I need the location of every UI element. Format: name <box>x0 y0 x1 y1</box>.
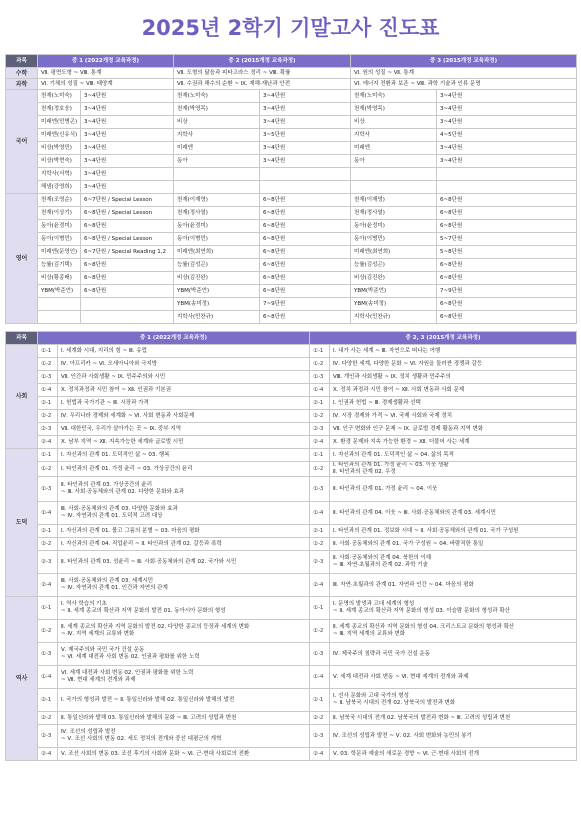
english-cell: 미래엔(문영인) <box>38 246 81 259</box>
header-grade1: 중 1 (2022개정 교육과정) <box>38 55 174 68</box>
english-row <box>6 285 577 298</box>
english-cell: 천재(정사열) <box>174 207 260 220</box>
social-row <box>6 358 577 371</box>
history-unit-range: Ⅱ. 세계 종교의 확산과 지역 문화의 형성 04. 크리스트교 문화의 형성과 확산 ~ Ⅲ. 지역 세계의 교류와 변화 <box>330 620 577 643</box>
header2-grade1: 중 1 (2022개정 교육과정) <box>38 332 310 345</box>
social-unit-range: Ⅰ. 내가 사는 세계 ~ Ⅲ. 자연으로 떠나는 여행 <box>330 345 577 358</box>
history-unit-code: ①-2 <box>310 620 330 643</box>
english-cell: 6~8단원 <box>260 194 351 207</box>
history-row <box>6 712 577 725</box>
subject-history: 역사 <box>6 597 38 761</box>
english-cell: 6~8단원 <box>437 220 577 233</box>
math-g1: Ⅶ. 평면도형 ~ Ⅷ. 통계 <box>38 68 174 79</box>
ethics-unit-code: ①-1 <box>310 449 330 462</box>
korean-cell: 3~4단원 <box>437 155 577 168</box>
social-unit-range: Ⅶ. 인간과 사회생활 ~ Ⅸ. 민주주의와 시민 <box>58 371 310 384</box>
korean-row <box>6 129 577 142</box>
ethics-unit-range: Ⅰ. 자신과의 관계 01. 볼고 그름의 분별 ~ 03. 마음의 평화 <box>58 525 310 538</box>
english-cell: 천재(정사열) <box>351 207 437 220</box>
english-cell <box>38 311 81 324</box>
ethics-unit-code: ②-1 <box>38 525 58 538</box>
social-unit-code: ②-3 <box>38 423 58 436</box>
english-cell: 능률(김성곤) <box>174 259 260 272</box>
table2-header <box>6 332 577 345</box>
korean-cell: 천재(박영목) <box>351 103 437 116</box>
ethics-unit-range: Ⅲ. 사회·공동체와의 관계 03. 세계시민 ~ Ⅳ. 자연과의 관계 01. 인간과 자연의 관계 <box>58 574 310 597</box>
subject-ethics: 도덕 <box>6 449 38 597</box>
schedule-table-2 <box>5 331 577 761</box>
history-unit-code: ①-3 <box>310 643 330 666</box>
social-unit-code: ①-1 <box>310 345 330 358</box>
ethics-unit-range: Ⅱ. 타인과의 관계 03. 가상공간의 윤리 ~ Ⅲ. 사회·공동체와의 관계 02. 다양한 문화와 효과 <box>58 477 310 502</box>
korean-cell: 비상(박현숙) <box>38 155 81 168</box>
korean-row <box>6 142 577 155</box>
english-cell: 천재(조영순) <box>38 194 81 207</box>
korean-cell: 3~4단원 <box>260 90 351 103</box>
korean-cell: 3~4단원 <box>437 116 577 129</box>
english-cell: 6~8단원 <box>260 272 351 285</box>
social-unit-range: Ⅳ. 우리나라 경제와 세계화 ~ Ⅵ. 사회 변동과 사회문제 <box>58 410 310 423</box>
korean-cell: 4~5단원 <box>437 129 577 142</box>
english-cell: 비상(황종배) <box>38 272 81 285</box>
subject-math: 수학 <box>6 68 38 79</box>
math-g3: Ⅵ. 원의 성질 ~ Ⅶ. 통계 <box>351 68 577 79</box>
history-unit-range: Ⅰ. 국가의 형성과 발전 ~ Ⅱ. 통일신라와 발해 02. 통일신라와 발해의 발전 <box>58 689 310 712</box>
header-subject: 과목 <box>6 55 38 68</box>
ethics-section <box>6 449 577 597</box>
korean-cell: 3~4단원 <box>81 155 174 168</box>
history-unit-range: Ⅴ. 03. 학문과 예술의 새로운 경향 ~ Ⅵ. 근·현대 사회의 전개 <box>330 748 577 761</box>
korean-cell <box>260 168 351 181</box>
korean-cell: 천재(박영목) <box>174 103 260 116</box>
history-unit-code: ①-4 <box>38 666 58 689</box>
ethics-unit-range: Ⅱ. 타인과의 관계 01. 가정 윤리 ~ 04. 이웃 <box>330 477 577 502</box>
ethics-unit-code: ①-4 <box>310 502 330 525</box>
social-unit-range: Ⅷ. 개인과 사회생활 ~ Ⅸ. 정치 생활과 민주주의 <box>330 371 577 384</box>
social-unit-range: Ⅰ. 인권과 헌법 ~ Ⅲ. 경제생활과 선택 <box>330 397 577 410</box>
english-cell: 6~8단원 / Special Lesson <box>81 207 174 220</box>
english-cell: 천재(이재영) <box>351 194 437 207</box>
english-cell: 6~8단원 <box>81 272 174 285</box>
english-cell <box>81 311 174 324</box>
ethics-unit-range: Ⅰ. 자신과의 관계 01. 도덕적인 삶 ~ 03. 행복 <box>58 449 310 462</box>
english-cell: 6~7단원 / Special Lesson <box>81 194 174 207</box>
english-cell: 동아(윤정미) <box>38 220 81 233</box>
ethics-unit-range: Ⅰ. 타인과의 관계 01. 정보화 시대 ~ Ⅱ. 사회·공동체와의 관계 01. 국가 구성원 <box>330 525 577 538</box>
history-unit-code: ①-1 <box>38 597 58 620</box>
social-unit-code: ①-2 <box>310 358 330 371</box>
ethics-unit-code: ①-4 <box>38 502 58 525</box>
history-unit-range: Ⅵ. 세계 대전과 사회 변동 02. 인권과 평화를 위한 노력 ~ Ⅶ. 현대 세계의 전개와 과제 <box>58 666 310 689</box>
english-cell: 미래엔(최연희) <box>174 246 260 259</box>
english-cell: 6~8단원 / Special Lesson <box>81 233 174 246</box>
social-unit-code: ①-1 <box>38 345 58 358</box>
ethics-unit-code: ②-1 <box>310 525 330 538</box>
social-row <box>6 371 577 384</box>
social-unit-code: ①-3 <box>38 371 58 384</box>
korean-cell <box>437 181 577 194</box>
english-cell: 6~8단원 <box>81 285 174 298</box>
ethics-unit-code: ①-2 <box>310 462 330 477</box>
english-cell: YBM(송미정) <box>174 298 260 311</box>
social-row <box>6 410 577 423</box>
english-cell: 동아(이병민) <box>38 233 81 246</box>
english-cell: YBM(박준언) <box>351 285 437 298</box>
english-cell: 6~8단원 <box>260 285 351 298</box>
korean-cell: 3~4단원 <box>437 90 577 103</box>
english-row <box>6 298 577 311</box>
ethics-unit-range: Ⅰ. 자신과의 관계 04. 직업윤리 ~ Ⅱ. 타인과의 관계 02. 갈등과 폭력 <box>58 538 310 551</box>
social-row <box>6 436 577 449</box>
ethics-unit-code: ②-2 <box>38 538 58 551</box>
social-unit-range: Ⅰ. 헌법과 국가기관 ~ Ⅲ. 시장과 가격 <box>58 397 310 410</box>
social-unit-code: ①-4 <box>310 384 330 397</box>
subject-science: 과학 <box>6 79 38 90</box>
korean-cell: 3~4단원 <box>81 103 174 116</box>
history-unit-code: ①-1 <box>310 597 330 620</box>
korean-cell: 3~4단원 <box>260 116 351 129</box>
english-cell: 동아(윤정미) <box>174 220 260 233</box>
korean-cell: 천재(노미숙) <box>174 90 260 103</box>
history-unit-code: ①-3 <box>38 643 58 666</box>
english-cell: 6~7단원 / Special Reading 1,2 <box>81 246 174 259</box>
english-cell: 동아(윤정미) <box>351 220 437 233</box>
english-cell: 동아(이병민) <box>351 233 437 246</box>
ethics-unit-range: Ⅱ. 타인과의 관계 04. 이웃 ~ Ⅲ. 사회·공동체와의 관계 03. 세계시민 <box>330 502 577 525</box>
ethics-unit-code: ①-2 <box>38 462 58 477</box>
history-unit-range: Ⅱ. 통일신라와 발해 03. 통일신라와 발해의 문화 ~ Ⅲ. 고려의 성립과 변천 <box>58 712 310 725</box>
social-unit-range: Ⅹ. 남부 지역 ~ Ⅻ. 지속가능한 세계와 글로벌 시민 <box>58 436 310 449</box>
history-unit-range: Ⅱ. 남북국 시대의 전개 02. 남북국의 발전과 변화 ~ Ⅲ. 고려의 성립과 변천 <box>330 712 577 725</box>
ethics-row <box>6 462 577 477</box>
page <box>5 0 576 761</box>
english-cell: 6~8단원 <box>437 207 577 220</box>
english-row <box>6 311 577 324</box>
history-unit-code: ②-4 <box>38 748 58 761</box>
ethics-unit-range: Ⅱ. 타인과의 관계 03. 성윤리 ~ Ⅲ. 사회·공동체와의 관계 02. 국가와 시민 <box>58 551 310 574</box>
korean-cell: 동아 <box>174 155 260 168</box>
history-row <box>6 620 577 643</box>
history-unit-range: Ⅰ. 역사 학습의 기초 ~ Ⅱ. 세계 종교의 확산과 지역 문화의 발전 01. 동아시아 문화의 형성 <box>58 597 310 620</box>
history-row <box>6 666 577 689</box>
social-unit-range: Ⅶ. 인구 변화와 인구 문제 ~ Ⅸ. 글로벌 경제 활동과 지역 변화 <box>330 423 577 436</box>
history-row <box>6 689 577 712</box>
social-section <box>6 345 577 449</box>
history-unit-code: ②-4 <box>310 748 330 761</box>
history-unit-code: ②-2 <box>310 712 330 725</box>
korean-cell: 지학사(서혁) <box>38 168 81 181</box>
english-cell: YBM(박준언) <box>174 285 260 298</box>
history-unit-range: Ⅴ. 제국주의와 국민 국가 건설 운동 ~ Ⅵ. 세계 대전과 사회 변동 02. 인권과 평화를 위한 노력 <box>58 643 310 666</box>
ethics-unit-code: ②-4 <box>310 574 330 597</box>
social-unit-code: ①-4 <box>38 384 58 397</box>
korean-cell: 동아 <box>351 155 437 168</box>
subject-social: 사회 <box>6 345 38 449</box>
english-row <box>6 246 577 259</box>
ethics-unit-range: Ⅰ. 타인과의 관계 01. 가정 윤리 ~ 03. 이웃 생활 Ⅱ. 타인과의 관계 02. 우정 <box>330 462 577 477</box>
history-unit-range: Ⅴ. 세계 대전과 사회 변동 ~ Ⅵ. 현대 세계의 전개와 과제 <box>330 666 577 689</box>
english-cell: 6~8단원 <box>437 311 577 324</box>
history-row <box>6 748 577 761</box>
english-cell: 6~8단원 <box>437 272 577 285</box>
page-title: 2025년 2학기 기말고사 진도표 <box>141 16 440 40</box>
ethics-unit-code: ②-3 <box>310 551 330 574</box>
korean-cell: 비상(박영민) <box>38 142 81 155</box>
social-row <box>6 423 577 436</box>
ethics-unit-range: Ⅱ. 사회·공동체와의 관계 04. 북한의 이해 ~ Ⅲ. 자연·초월과의 관계 02. 과학 기술 <box>330 551 577 574</box>
history-section <box>6 597 577 761</box>
row-math <box>6 68 577 79</box>
english-cell: 6~8단원 <box>81 220 174 233</box>
ethics-row <box>6 525 577 538</box>
subject-english: 영어 <box>6 194 38 324</box>
korean-cell: 3~4단원 <box>260 155 351 168</box>
english-cell: YBM(송미정) <box>351 298 437 311</box>
english-cell: 7~9단원 <box>437 285 577 298</box>
korean-cell: 3~4단원 <box>81 129 174 142</box>
history-unit-code: ②-3 <box>38 725 58 748</box>
english-cell: 7~9단원 <box>260 298 351 311</box>
english-cell: 6~8단원 <box>437 298 577 311</box>
social-unit-range: Ⅳ. 다양한 세계, 다양한 문화 ~ Ⅵ. 자원을 둘러싼 경쟁과 갈등 <box>330 358 577 371</box>
subject-korean: 국어 <box>6 90 38 194</box>
ethics-unit-range: Ⅰ. 자신과의 관계 01. 도덕적인 삶 ~ 04. 삶의 목적 <box>330 449 577 462</box>
header2-grade23: 중 2, 3 (2015개정 교육과정) <box>310 332 577 345</box>
history-unit-range: Ⅳ. 조선의 성립과 발전 ~ Ⅴ. 조선 사회의 변동 02. 세도 정치의 전개와 중선 대평군의 개혁 <box>58 725 310 748</box>
header-grade3: 중 3 (2015개정 교육과정) <box>351 55 577 68</box>
history-unit-code: ②-1 <box>38 689 58 712</box>
korean-cell: 지학사 <box>351 129 437 142</box>
english-cell: 천재(이재영) <box>174 194 260 207</box>
korean-cell: 지학사 <box>174 129 260 142</box>
ethics-unit-code: ②-4 <box>38 574 58 597</box>
sci-g1: Ⅵ. 기체의 성질 ~ Ⅷ. 태양계 <box>38 79 174 90</box>
social-row <box>6 345 577 358</box>
spacer <box>5 324 576 331</box>
social-unit-range: Ⅳ. 시장 경제와 가격 ~ Ⅵ. 국제 사회와 국제 정치 <box>330 410 577 423</box>
korean-cell: 미래엔 <box>174 142 260 155</box>
ethics-row <box>6 477 577 502</box>
english-cell: 천재(이상기) <box>38 207 81 220</box>
korean-cell: 미래엔(민병곤) <box>38 116 81 129</box>
social-unit-range: Ⅰ. 세계화 시대, 지리의 힘 ~ Ⅲ. 유럽 <box>58 345 310 358</box>
social-unit-code: ①-2 <box>38 358 58 371</box>
korean-cell: 3~4단원 <box>81 116 174 129</box>
english-cell: 6~8단원 <box>260 246 351 259</box>
english-cell: 지학사(민찬규) <box>351 311 437 324</box>
korean-cell: 3~4단원 <box>81 168 174 181</box>
ethics-unit-code: ②-2 <box>310 538 330 551</box>
social-unit-code: ②-2 <box>38 410 58 423</box>
english-row <box>6 272 577 285</box>
korean-cell <box>351 181 437 194</box>
korean-cell: 3~5단원 <box>260 129 351 142</box>
sci-g3: Ⅵ. 에너지 전환과 보존 ~ Ⅷ. 과학 기술과 인류 문명 <box>351 79 577 90</box>
header-grade2: 중 2 (2015개정 교육과정) <box>174 55 351 68</box>
korean-cell: 천재(노미숙) <box>351 90 437 103</box>
ethics-row <box>6 574 577 597</box>
english-cell: 6~8단원 <box>437 194 577 207</box>
korean-cell: 천재(정호웅) <box>38 103 81 116</box>
english-cell: 6~8단원 <box>81 259 174 272</box>
korean-cell <box>174 181 260 194</box>
english-cell: 비상(김진완) <box>351 272 437 285</box>
korean-cell: 미래엔 <box>351 142 437 155</box>
english-cell: 5~7단원 <box>437 233 577 246</box>
korean-row <box>6 168 577 181</box>
math-g2: Ⅶ. 도형의 닮음과 피타고라스 정리 ~ Ⅷ. 확률 <box>174 68 351 79</box>
ethics-unit-code: ①-1 <box>38 449 58 462</box>
header2-subject: 과목 <box>6 332 38 345</box>
social-unit-code: ①-3 <box>310 371 330 384</box>
korean-cell <box>437 168 577 181</box>
english-cell: 능률(김성곤) <box>351 259 437 272</box>
korean-row <box>6 90 577 103</box>
social-unit-code: ②-4 <box>38 436 58 449</box>
english-cell: YBM(박준언) <box>38 285 81 298</box>
social-row <box>6 397 577 410</box>
ethics-unit-range: Ⅲ. 사회·공동체와의 관계 03. 다양한 문화와 효과 ~ Ⅳ. 자연과의 관계 01. 도덕적 고려 대상 <box>58 502 310 525</box>
social-unit-range: Ⅶ. 대한민국, 우리가 살아가는 곳 ~ Ⅸ. 중부 지역 <box>58 423 310 436</box>
korean-row <box>6 181 577 194</box>
korean-cell: 3~4단원 <box>81 90 174 103</box>
history-unit-code: ②-1 <box>310 689 330 712</box>
social-unit-code: ②-4 <box>310 436 330 449</box>
ethics-unit-range: Ⅲ. 자연·초월과의 관계 01. 자연과 인간 ~ 04. 마음의 평화 <box>330 574 577 597</box>
social-unit-range: Ⅳ. 아프리카 ~ Ⅵ. 오세아니아와 극지방 <box>58 358 310 371</box>
korean-cell <box>174 168 260 181</box>
ethics-unit-code: ①-3 <box>38 477 58 502</box>
english-cell: 6~8단원 <box>260 259 351 272</box>
english-cell: 6~8단원 <box>260 220 351 233</box>
history-unit-range: Ⅰ. 선사 문화와 고대 국가의 형성 ~ Ⅱ. 남북국 시대의 전개 02. 남북국의 발전과 변화 <box>330 689 577 712</box>
social-unit-range: Ⅹ. 정치 과정과 시민 참여 ~ Ⅻ. 사회 변동과 사회 문제 <box>330 384 577 397</box>
korean-cell: 3~4단원 <box>81 181 174 194</box>
row-science <box>6 79 577 90</box>
ethics-unit-range: Ⅱ. 사회·공동체와의 관계 01. 국가 구성원 ~ 04. 바람직한 통일 <box>330 538 577 551</box>
history-unit-range: Ⅴ. 조선 사회의 변동 03. 조선 후기의 사회와 문화 ~ Ⅵ. 근·현대 사회로의 전환 <box>58 748 310 761</box>
korean-cell: 3~4단원 <box>437 142 577 155</box>
sci-g2: Ⅶ. 수권과 해수의 순환 ~ Ⅸ. 재해·재난과 안전 <box>174 79 351 90</box>
social-row <box>6 384 577 397</box>
english-cell: 동아(이병민) <box>174 233 260 246</box>
korean-cell <box>351 168 437 181</box>
english-row <box>6 194 577 207</box>
history-unit-code: ①-2 <box>38 620 58 643</box>
korean-cell: 비상 <box>174 116 260 129</box>
social-unit-code: ②-1 <box>38 397 58 410</box>
english-row <box>6 259 577 272</box>
english-cell: 6~8단원 <box>260 311 351 324</box>
korean-row <box>6 103 577 116</box>
table1-header <box>6 55 577 68</box>
english-cell: 6~8단원 <box>437 259 577 272</box>
ethics-unit-range: Ⅰ. 타인과의 관계 01. 가정 윤리 ~ 03. 가상공간의 윤리 <box>58 462 310 477</box>
english-cell <box>81 298 174 311</box>
english-cell: 5~8단원 <box>437 246 577 259</box>
history-unit-range: Ⅱ. 세계 종교의 확산과 지역 문화의 발전 02. 다양한 종교의 등장과 세계의 변화 ~ Ⅳ. 지역 세계의 교류와 변화 <box>58 620 310 643</box>
korean-cell <box>260 181 351 194</box>
korean-section <box>6 90 577 194</box>
social-unit-range: Ⅹ. 정치과정과 시민 참여 ~ Ⅻ. 인권과 기본권 <box>58 384 310 397</box>
history-unit-range: Ⅰ. 문명의 발생과 고대 세계의 형성 ~ Ⅱ. 세계 종교의 확산과 지역 문화의 형성 03. 이슬람 문화의 형성과 확산 <box>330 597 577 620</box>
korean-row <box>6 155 577 168</box>
english-cell: 지학사(민찬규) <box>174 311 260 324</box>
ethics-row <box>6 538 577 551</box>
korean-cell: 3~4단원 <box>260 103 351 116</box>
ethics-row <box>6 449 577 462</box>
history-row <box>6 643 577 666</box>
ethics-row <box>6 551 577 574</box>
english-cell: 미래엔(최연희) <box>351 246 437 259</box>
korean-cell: 해냄(강영희) <box>38 181 81 194</box>
history-row <box>6 725 577 748</box>
korean-cell: 미래엔(신유식) <box>38 129 81 142</box>
korean-cell: 천재(노미숙) <box>38 90 81 103</box>
social-unit-code: ②-1 <box>310 397 330 410</box>
english-row <box>6 207 577 220</box>
english-section <box>6 194 577 324</box>
english-row <box>6 233 577 246</box>
english-cell <box>38 298 81 311</box>
english-row <box>6 220 577 233</box>
ethics-unit-code: ①-3 <box>310 477 330 502</box>
social-unit-range: Ⅹ. 환경 문제와 지속 가능한 환경 ~ Ⅻ. 더불어 사는 세계 <box>330 436 577 449</box>
social-unit-code: ②-2 <box>310 410 330 423</box>
ethics-unit-code: ②-3 <box>38 551 58 574</box>
schedule-table-1 <box>5 54 577 324</box>
history-unit-code: ②-2 <box>38 712 58 725</box>
korean-row <box>6 116 577 129</box>
english-cell: 6~8단원 <box>260 233 351 246</box>
ethics-row <box>6 502 577 525</box>
social-unit-code: ②-3 <box>310 423 330 436</box>
korean-cell: 3~4단원 <box>260 142 351 155</box>
english-cell: 능률(김기택) <box>38 259 81 272</box>
history-unit-code: ②-3 <box>310 725 330 748</box>
english-cell: 6~8단원 <box>260 207 351 220</box>
english-cell: 비상(김진완) <box>174 272 260 285</box>
history-unit-range: Ⅳ. 조선의 성립과 발전 ~ Ⅴ. 02. 사회 변화와 농민의 봉기 <box>330 725 577 748</box>
korean-cell: 비상 <box>351 116 437 129</box>
history-row <box>6 597 577 620</box>
history-unit-code: ①-4 <box>310 666 330 689</box>
history-unit-range: Ⅳ. 제국주의 침략과 국민 국가 건설 운동 <box>330 643 577 666</box>
korean-cell: 3~4단원 <box>81 142 174 155</box>
korean-cell: 3~4단원 <box>437 103 577 116</box>
